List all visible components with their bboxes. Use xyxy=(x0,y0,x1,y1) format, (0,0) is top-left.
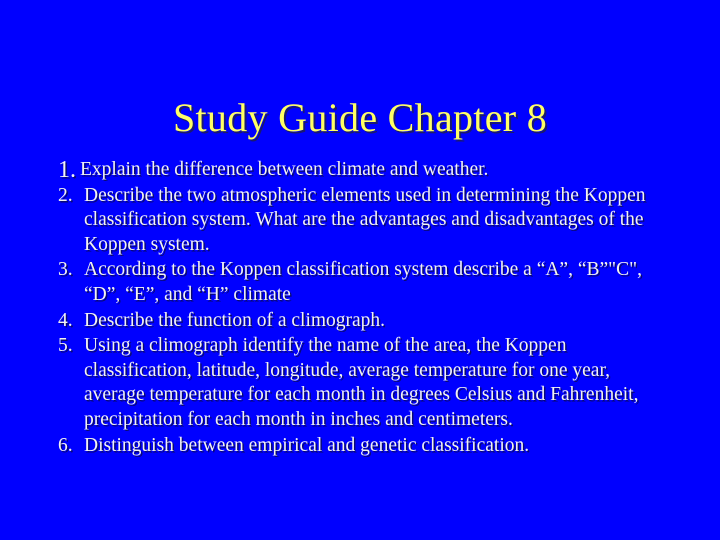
list-item-text: According to the Koppen classification system describe a “A”, “B”"C", “D”, “E”, and “H” climate xyxy=(84,259,642,305)
list-item-text: Describe the two atmospheric elements used in determining the Koppen classification system. What are the advantages and disadvantages of the Koppen system. xyxy=(84,184,646,255)
list-item-number: 5. xyxy=(58,335,73,357)
list-item-number: 6. xyxy=(58,434,73,456)
list-item-text: Describe the function of a climograph. xyxy=(84,309,386,331)
page-title: Study Guide Chapter 8 xyxy=(172,94,548,140)
list-item xyxy=(58,309,662,334)
list-item-text: Explain the difference between climate and weather. xyxy=(80,159,489,180)
list-item xyxy=(58,434,662,459)
list-item-number: 1. xyxy=(58,157,76,183)
slide-body-list xyxy=(58,158,662,459)
list-item-number: 4. xyxy=(58,309,73,331)
slide-title-block xyxy=(0,68,720,168)
list-item xyxy=(58,334,662,432)
list-item-text: Distinguish between empirical and genetic classification. xyxy=(84,434,530,456)
list-item-text: Using a climograph identify the name of the area, the Koppen classification, latitude, longitude, average temperature for one year, average temperature for each month in degrees Celsius and Fahrenheit, precipitation for each month in inches and centimeters. xyxy=(84,335,639,430)
list-item-number: 2. xyxy=(58,184,73,206)
list-item xyxy=(58,258,662,307)
list-item-number: 3. xyxy=(58,259,73,281)
list-item xyxy=(58,158,662,183)
list-item xyxy=(58,184,662,258)
